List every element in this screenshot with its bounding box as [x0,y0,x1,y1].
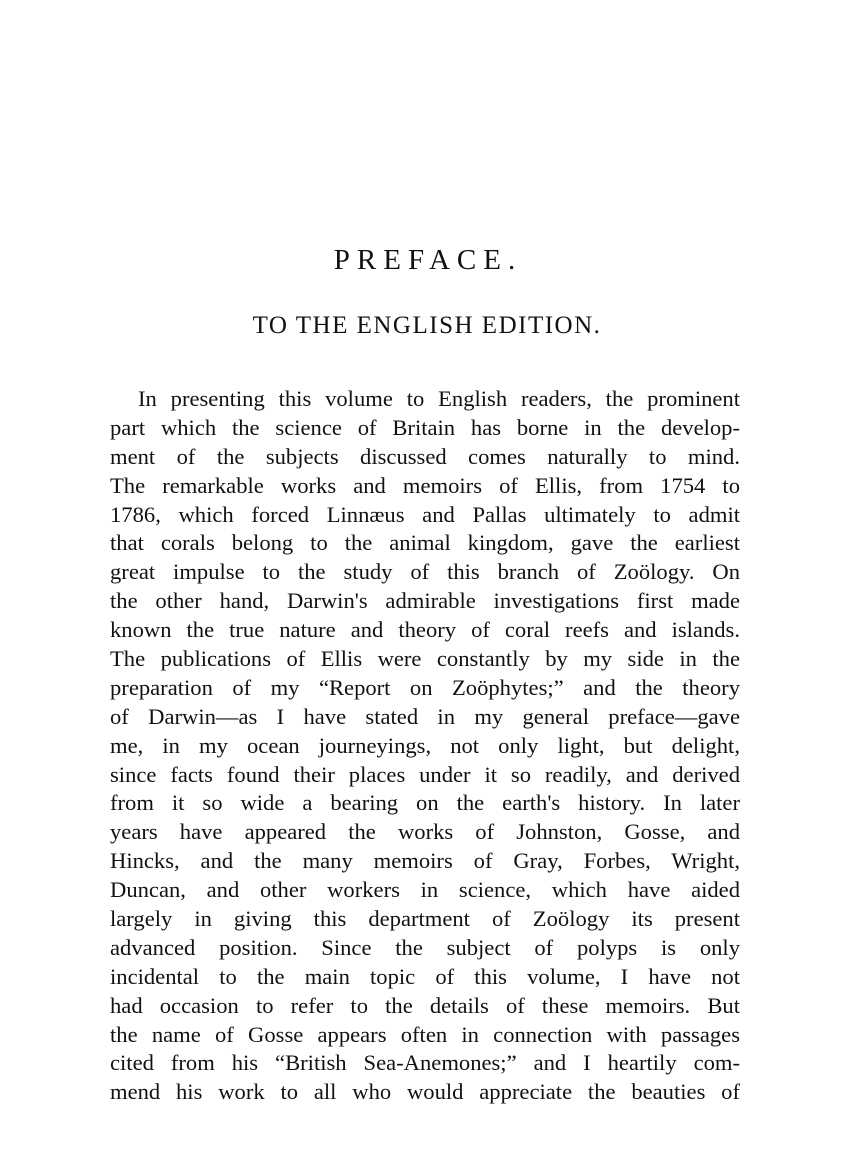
text-line: cited from his “British Sea-Anemones;” and I heartily com- [110,1050,740,1076]
text-line: the other hand, Darwin's admirable investigations first made [110,588,740,614]
text-line: had occasion to refer to the details of these memoirs. But [110,992,740,1018]
page-subtitle: TO THE ENGLISH EDITION. [252,312,602,339]
text-line: advanced position. Since the subject of polyps is only [110,934,740,960]
text-line: great impulse to the study of this branch of Zoölogy. On [110,559,740,585]
text-line: largely in giving this department of Zoölogy its present [110,906,740,932]
text-line: me, in my ocean journeyings, not only light, but delight, [110,732,740,758]
preface-body [110,385,740,1107]
text-line: Duncan, and other workers in science, which have aided [110,877,740,903]
text-line: ment of the subjects discussed comes naturally to mind. [110,443,740,469]
text-line: the name of Gosse appears often in connection with passages [110,1021,740,1047]
text-line: incidental to the main topic of this volume, I have not [110,963,740,989]
text-line: since facts found their places under it so readily, and derived [110,761,740,787]
text-line: of Darwin—as I have stated in my general preface—gave [110,703,740,729]
text-line: 1786, which forced Linnæus and Pallas ultimately to admit [110,501,740,527]
text-line: The publications of Ellis were constantly by my side in the [110,646,740,672]
text-line: In presenting this volume to English readers, the prominent [138,386,740,411]
text-line: preparation of my “Report on Zoöphytes;” and the theory [110,674,740,700]
text-line: years have appeared the works of Johnston, Gosse, and [110,819,740,845]
text-line: mend his work to all who would appreciate the beauties of [110,1079,740,1105]
text-line: from it so wide a bearing on the earth's history. In later [110,790,740,816]
text-line: The remarkable works and memoirs of Ellis, from 1754 to [110,472,740,498]
text-line: Hincks, and the many memoirs of Gray, Forbes, Wright, [110,848,740,874]
text-line: part which the science of Britain has borne in the develop- [110,414,740,440]
text-line: that corals belong to the animal kingdom, gave the earliest [110,530,740,556]
text-line: known the true nature and theory of coral reefs and islands. [110,617,740,643]
page-title: PREFACE. [333,244,523,276]
